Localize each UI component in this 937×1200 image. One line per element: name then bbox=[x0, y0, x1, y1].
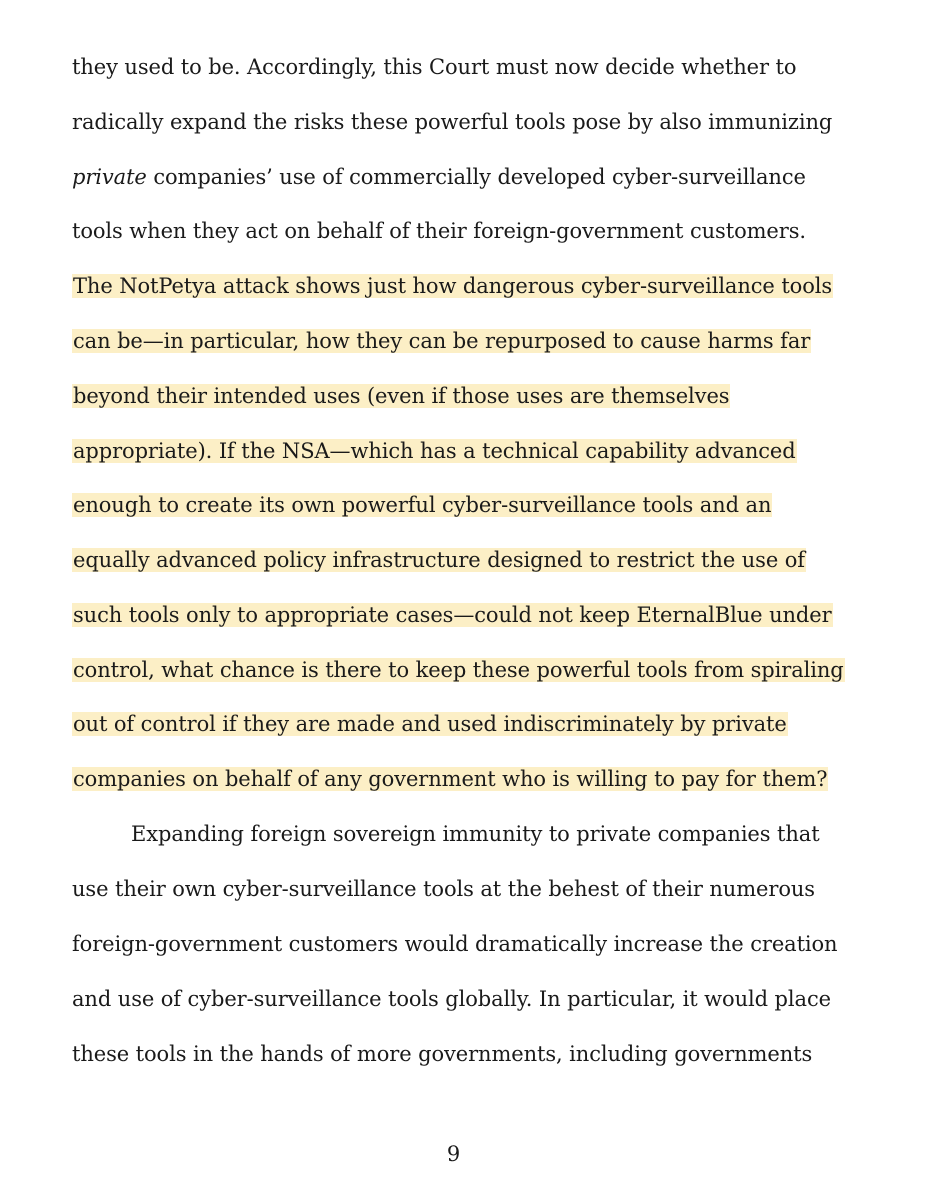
highlighted-text: out of control if they are made and used indiscriminately by private bbox=[73, 712, 787, 736]
paragraph-first-line bbox=[131, 819, 820, 850]
highlighted-text: such tools only to appropriate cases—could not keep EternalBlue under bbox=[73, 603, 832, 627]
text-line bbox=[72, 52, 796, 83]
text-line bbox=[72, 874, 815, 905]
highlighted-text: The NotPetya attack shows just how dangerous cyber-surveillance tools bbox=[73, 274, 833, 298]
highlighted-text: beyond their intended uses (even if those uses are themselves bbox=[73, 384, 730, 408]
highlighted-line bbox=[72, 764, 828, 795]
line-text: radically expand the risks these powerful tools pose by also immunizing bbox=[72, 110, 833, 134]
page-number: 9 bbox=[446, 1142, 461, 1166]
highlighted-line bbox=[72, 326, 811, 357]
line-text: use their own cyber-surveillance tools at the behest of their numerous bbox=[72, 877, 815, 901]
line-text: tools when they act on behalf of their foreign-government customers. bbox=[72, 219, 806, 243]
line-text: these tools in the hands of more governments, including governments bbox=[72, 1042, 813, 1066]
text-line bbox=[72, 1039, 812, 1070]
highlighted-text: equally advanced policy infrastructure designed to restrict the use of bbox=[73, 548, 805, 572]
highlighted-line bbox=[72, 436, 797, 467]
line-text: they used to be. Accordingly, this Court must now decide whether to bbox=[72, 55, 797, 79]
highlighted-text: companies on behalf of any government who is willing to pay for them? bbox=[73, 767, 828, 791]
highlighted-line bbox=[72, 490, 772, 521]
italic-word: private bbox=[72, 165, 147, 189]
line-text: foreign-government customers would dramatically increase the creation bbox=[72, 932, 838, 956]
line-text: companies’ use of commercially developed cyber-surveillance bbox=[146, 165, 806, 189]
highlighted-line bbox=[72, 381, 730, 412]
highlighted-text: enough to create its own powerful cyber-surveillance tools and an bbox=[73, 493, 772, 517]
highlighted-text: can be—in particular, how they can be repurposed to cause harms far bbox=[73, 329, 811, 353]
highlighted-line bbox=[72, 545, 806, 576]
text-line bbox=[72, 216, 806, 247]
highlighted-text: appropriate). If the NSA—which has a technical capability advanced bbox=[73, 439, 796, 463]
text-line bbox=[72, 162, 806, 193]
highlighted-line bbox=[72, 271, 833, 302]
text-line bbox=[72, 107, 832, 138]
highlighted-line bbox=[72, 709, 788, 740]
line-text: Expanding foreign sovereign immunity to private companies that bbox=[131, 822, 820, 846]
highlighted-line bbox=[72, 655, 845, 686]
text-line bbox=[72, 984, 831, 1015]
text-line bbox=[72, 929, 838, 960]
line-text: and use of cyber-surveillance tools globally. In particular, it would place bbox=[72, 987, 831, 1011]
highlighted-line bbox=[72, 600, 833, 631]
highlighted-text: control, what chance is there to keep these powerful tools from spiraling bbox=[73, 658, 844, 682]
